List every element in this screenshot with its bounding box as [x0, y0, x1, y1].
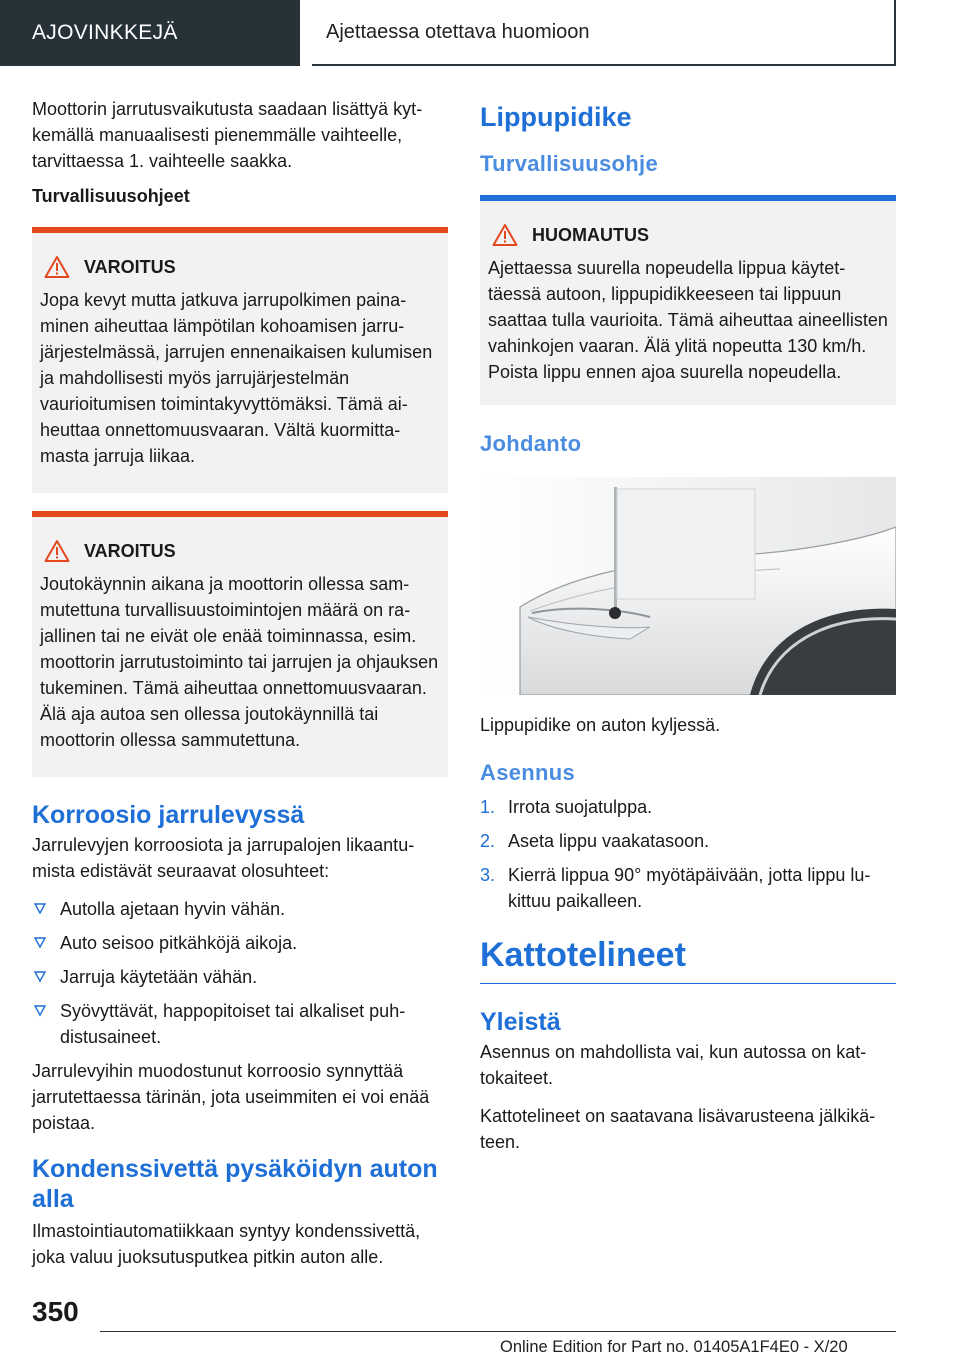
page-number: 350 — [32, 1296, 79, 1327]
bullet-triangle-icon — [34, 937, 46, 949]
notice-label: HUOMAUTUS — [532, 224, 649, 245]
list-item: 2. Aseta lippu vaakatasoon. — [480, 831, 710, 851]
left-column — [32, 96, 448, 1282]
safety-heading: Turvallisuusohjeet — [32, 186, 190, 206]
roof-text-2: Kattotelineet on saatavana lisävarusteena jälkikäteen. — [480, 1106, 876, 1152]
warning-text: Joutokäynnin aikana ja moottorin ollessa sammutettuna turvallisuustoimintojen määrä on rajallinen tai ne eivät ole enää toiminnassa, esim. moottorin jarrutustoiminto tai jarrujen ja ohjauksen tukeminen. Tämä aiheuttaa onnettomuusvaaran. Älä aja autoa sen ollessa joutokäynnillä tai moottorin ollessa sammutettuna. — [40, 574, 439, 750]
general-heading: Yleistä — [480, 1008, 561, 1036]
condensation-heading: Kondenssivettä pysäköidyn auton alla — [32, 1155, 438, 1213]
warning-box-brakes — [32, 227, 448, 493]
figure-caption: Lippupidike on auton kyljessä. — [480, 715, 721, 735]
flag-holder-illustration — [480, 477, 896, 695]
warning-label: VAROITUS — [84, 540, 176, 561]
warning-triangle-icon — [492, 223, 518, 247]
chapter-title: Ajettaessa otettava huomioon — [312, 0, 896, 66]
roof-text-1: Asennus on mahdollista vai, kun autossa on kattokaiteet. — [480, 1042, 867, 1088]
warning-label: VAROITUS — [84, 256, 176, 277]
notice-text: Ajettaessa suurella nopeudella lippua käytettäessä autoon, lippupidikkeeseen tai lippuun saattaa tulla vaurioita. Tämä aiheuttaa aineellisten vahinkojen vaaran. Älä ylitä nopeutta 130 km/h. Poista lippu ennen ajoa suurella nopeudella. — [488, 258, 888, 382]
corrosion-heading: Korroosio jarrulevyssä — [32, 801, 305, 829]
corrosion-outro: Jarrulevyihin muodostunut korroosio synnyttää jarrutettaessa tärinän, jota useimmiten ei voi enää poistaa. — [32, 1061, 430, 1133]
footer-divider — [100, 1331, 896, 1332]
warning-triangle-icon — [44, 255, 70, 279]
install-steps — [480, 794, 896, 914]
list-item: 3. Kierrä lippua 90° myötäpäivään, jotta lippu lukittuu paikalleen. — [480, 865, 871, 911]
condensation-text: Ilmastointiautomatiikkaan syntyy kondenssivettä, joka valuu juoksutusputkea pitkin auton alle. — [32, 1221, 421, 1267]
install-heading: Asennus — [480, 760, 576, 785]
flag-safety-heading: Turvallisuusohje — [480, 151, 658, 176]
list-item: Jarruja käytetään vähän. — [32, 964, 448, 990]
list-item: Autolla ajetaan hyvin vähän. — [32, 896, 448, 922]
list-item: 1. Irrota suojatulppa. — [480, 797, 653, 817]
bullet-triangle-icon — [34, 971, 46, 983]
warning-box-idle — [32, 511, 448, 777]
roof-rack-heading: Kattotelineet — [480, 936, 896, 984]
corrosion-intro: Jarrulevyjen korroosiota ja jarrupalojen likaantumista edistävät seuraavat olosuhteet: — [32, 835, 415, 881]
right-column — [480, 96, 896, 1167]
list-item: Auto seisoo pitkähköjä aikoja. — [32, 930, 448, 956]
list-item: Syövyttävät, happopitoiset tai alkaliset puhdistusaineet. — [32, 998, 448, 1050]
warning-text: Jopa kevyt mutta jatkuva jarrupolkimen painaminen aiheuttaa lämpötilan kohoamisen jarrujärjestelmässä, jarrujen ennenaikaisen kulumisen ja mahdollisesti myös jarrujärjestelmän vaurioitumisen toimintakyvyttömäksi. Tämä aiheuttaa onnettomuusvaaran. Vältä kuormittamasta jarruja liikaa. — [40, 290, 433, 466]
section-tab: AJOVINKKEJÄ — [0, 0, 300, 66]
page-header — [0, 0, 960, 66]
edition-text: Online Edition for Part no. 01405A1F4E0 - X/20 — [500, 1338, 848, 1356]
brake-intro: Moottorin jarrutusvaikutusta saadaan lisättyä kytkemällä manuaalisesti pienemmälle vaihteelle, tarvittaessa 1. vaihteelle saakka. — [32, 99, 423, 171]
intro-heading: Johdanto — [480, 431, 582, 456]
bullet-triangle-icon — [34, 903, 46, 915]
corrosion-list — [32, 896, 448, 1050]
warning-triangle-icon — [44, 539, 70, 563]
bullet-triangle-icon — [34, 1005, 46, 1017]
flag-holder-heading: Lippupidike — [480, 102, 632, 132]
notice-box — [480, 195, 896, 405]
